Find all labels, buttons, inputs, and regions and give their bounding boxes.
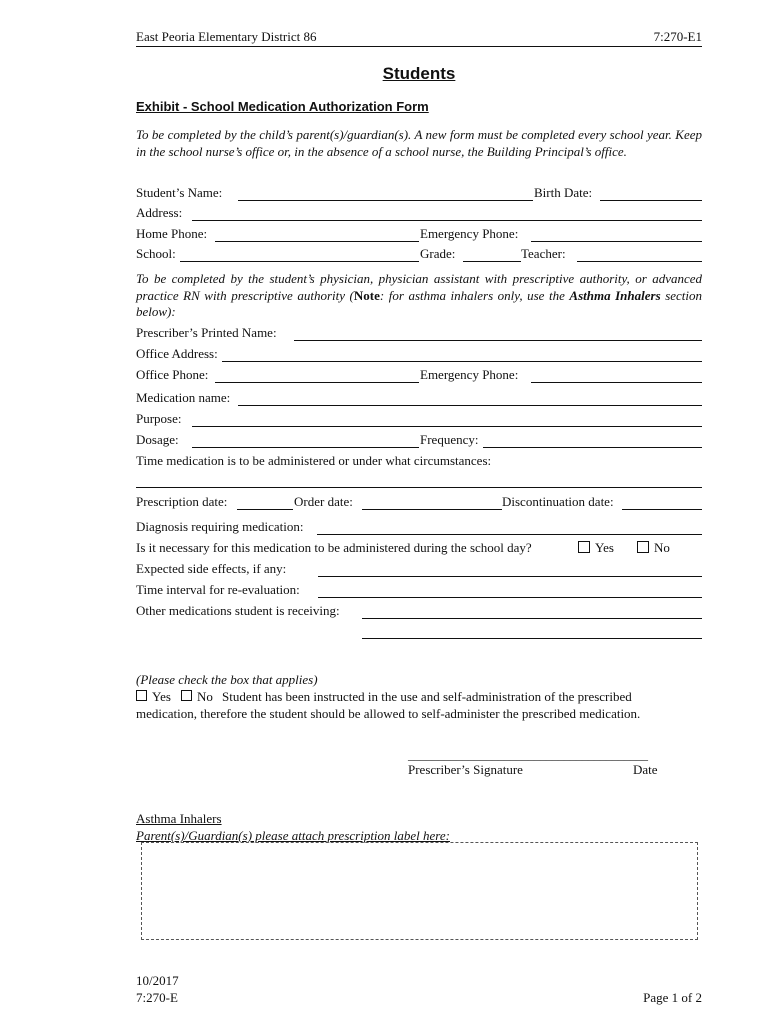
- office-phone-label: Office Phone:: [136, 367, 209, 382]
- physician-instructions-part3: section below):: [136, 287, 703, 319]
- physician-instructions-bold: Asthma Inhalers: [569, 287, 661, 303]
- student-name-field[interactable]: [238, 200, 533, 201]
- school-day-question: Is it necessary for this medication to be administered during the school day?: [136, 540, 532, 555]
- self-admin-instruction: (Please check the box that applies): [136, 672, 318, 687]
- grade-field[interactable]: [463, 261, 521, 262]
- reevaluation-label: Time interval for re-evaluation:: [136, 582, 300, 597]
- medication-name-field[interactable]: [238, 405, 702, 406]
- home-phone-field[interactable]: [215, 241, 419, 242]
- frequency-label: Frequency:: [420, 432, 479, 447]
- self-admin-no-label: No: [197, 689, 213, 704]
- physician-instructions-note: Note: [353, 287, 380, 303]
- prescription-date-label: Prescription date:: [136, 494, 228, 509]
- other-medications-field[interactable]: [362, 618, 702, 619]
- district-name: East Peoria Elementary District 86: [136, 29, 317, 44]
- page-number: Page 1 of 2: [643, 990, 702, 1005]
- office-address-field[interactable]: [222, 361, 702, 362]
- prescriber-signature-line[interactable]: ________________________________________: [408, 748, 648, 762]
- self-admin-statement-line2: medication, therefore the student should be allowed to self-administer the prescribed medication.: [136, 706, 641, 721]
- physician-emergency-phone-label: Emergency Phone:: [420, 367, 519, 382]
- header-rule: [136, 46, 702, 47]
- school-label: School:: [136, 246, 176, 261]
- self-admin-no-checkbox[interactable]: [181, 690, 192, 701]
- purpose-label: Purpose:: [136, 411, 182, 426]
- prescriber-signature-label: Prescriber’s Signature: [408, 762, 523, 777]
- dosage-field[interactable]: [192, 447, 419, 448]
- parent-emergency-phone-field[interactable]: [531, 241, 702, 242]
- physician-emergency-phone-field[interactable]: [531, 382, 702, 383]
- time-administered-field[interactable]: [136, 487, 702, 488]
- student-name-label: Student’s Name:: [136, 185, 223, 200]
- diagnosis-field[interactable]: [317, 534, 702, 535]
- footer-code: 7:270-E: [136, 990, 178, 1005]
- birth-date-label: Birth Date:: [534, 185, 593, 200]
- medication-name-label: Medication name:: [136, 390, 231, 405]
- prescriber-name-label: Prescriber’s Printed Name:: [136, 325, 277, 340]
- order-date-label: Order date:: [294, 494, 353, 509]
- self-admin-statement-line1: Student has been instructed in the use and self-administration of the prescribed: [222, 689, 632, 704]
- parent-emergency-phone-label: Emergency Phone:: [420, 226, 519, 241]
- discontinuation-date-label: Discontinuation date:: [502, 494, 614, 509]
- physician-instructions-part2: : for asthma inhalers only, use the: [379, 287, 570, 303]
- teacher-field[interactable]: [577, 261, 702, 262]
- office-address-label: Office Address:: [136, 346, 218, 361]
- purpose-field[interactable]: [192, 426, 702, 427]
- physician-instructions-part1: To be completed by the student’s physician, physician assistant with prescriptive authority, or advanced practice RN with prescriptive authority (: [136, 271, 702, 303]
- self-admin-yes-label: Yes: [152, 689, 171, 704]
- discontinuation-date-field[interactable]: [622, 509, 702, 510]
- grade-label: Grade:: [420, 246, 456, 261]
- signature-date-label: Date: [633, 762, 658, 777]
- side-effects-label: Expected side effects, if any:: [136, 561, 287, 576]
- physician-instructions: [136, 271, 702, 321]
- side-effects-field[interactable]: [318, 576, 702, 577]
- asthma-heading: Asthma Inhalers: [136, 811, 222, 826]
- school-day-yes-label: Yes: [595, 540, 614, 555]
- address-field[interactable]: [192, 220, 702, 221]
- reevaluation-field[interactable]: [318, 597, 702, 598]
- prescriber-name-field[interactable]: [294, 340, 702, 341]
- other-medications-field-2[interactable]: [362, 638, 702, 639]
- school-day-no-checkbox[interactable]: [637, 541, 649, 553]
- prescription-date-field[interactable]: [237, 509, 293, 510]
- school-day-no-label: No: [654, 540, 670, 555]
- time-administered-label: Time medication is to be administered or under what circumstances:: [136, 453, 492, 468]
- address-label: Address:: [136, 205, 183, 220]
- policy-code: 7:270-E1: [653, 29, 702, 44]
- form-subtitle: Exhibit - School Medication Authorization Form: [136, 99, 429, 114]
- diagnosis-label: Diagnosis requiring medication:: [136, 519, 304, 534]
- dosage-label: Dosage:: [136, 432, 179, 447]
- parent-instructions: To be completed by the child’s parent(s)/guardian(s). A new form must be completed every school year. Keep in the school nurse’s office or, in the absence of a school nurse, the Building Principal’s office.: [136, 127, 702, 159]
- prescription-label-area[interactable]: [141, 842, 698, 940]
- teacher-label: Teacher:: [521, 246, 566, 261]
- school-field[interactable]: [180, 261, 419, 262]
- page-title: Students: [382, 64, 456, 83]
- order-date-field[interactable]: [362, 509, 502, 510]
- footer-date: 10/2017: [136, 973, 179, 988]
- home-phone-label: Home Phone:: [136, 226, 208, 241]
- office-phone-field[interactable]: [215, 382, 419, 383]
- other-medications-label: Other medications student is receiving:: [136, 603, 340, 618]
- birth-date-field[interactable]: [600, 200, 702, 201]
- frequency-field[interactable]: [483, 447, 702, 448]
- asthma-instruction: Parent(s)/Guardian(s) please attach prescription label here:: [136, 828, 450, 843]
- school-day-yes-checkbox[interactable]: [578, 541, 590, 553]
- self-admin-yes-checkbox[interactable]: [136, 690, 147, 701]
